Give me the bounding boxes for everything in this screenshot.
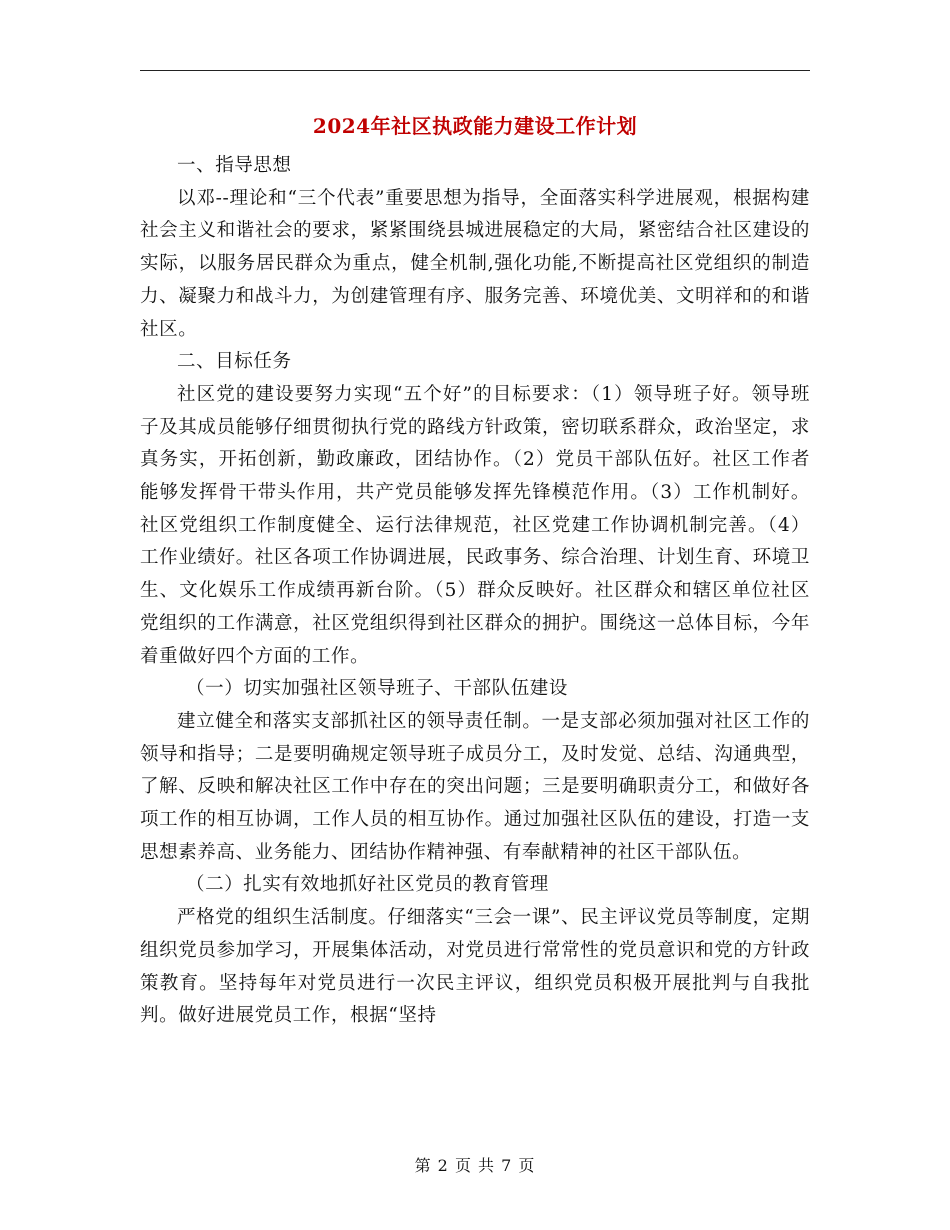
section-heading: 二、目标任务 — [177, 351, 292, 373]
page-footer: 第 2 页 共 7 页 — [414, 1156, 536, 1175]
section-heading: 一、指导思想 — [177, 155, 292, 176]
body-paragraph: 社区党的建设要努力实现“五个好”的目标要求：（1）领导班子好。领导班子及其成员能够仔细贯彻执行党的路线方针政策，密切联系群众，政治坚定，求真务实，开拓创新，勤政廉政，团结协作。（2）党员干部队伍好。社区工作者能够发挥骨干带头作用，共产党员能够发挥先锋模范作用。（3）工作机制好。社区党组织工作制度健全、运行法律规范，社区党建工作协调机制完善。（4）工作业绩好。社区各项工作协调进展，民政事务、综合治理、计划生育、环境卫生、文化娱乐工作成绩再新台阶。（5）群众反映好。社区群众和辖区单位社区党组织的工作满意，社区党组织得到社区群众的拥护。围绕这一总体目标，今年着重做好四个方面的工作。 — [140, 383, 810, 667]
body-paragraph: 建立健全和落实支部抓社区的领导责任制。一是支部必须加强对社区工作的领导和指导；二是要明确规定领导班子成员分工，及时发觉、总结、沟通典型，了解、反映和解决社区工作中存在的突出问题；三是要明确职责分工，和做好各项工作的相互协调，工作人员的相互协作。通过加强社区队伍的建设，打造一支思想素养高、业务能力、团结协作精神强、有奉献精神的社区干部队伍。 — [140, 710, 810, 863]
page-title: 2024年社区执政能力建设工作计划 — [312, 114, 638, 138]
header-rule — [140, 70, 810, 71]
body-paragraph: 严格党的组织生活制度。仔细落实“三会一课”、民主评议党员等制度，定期组织党员参加学习，开展集体活动，对党员进行常常性的党员意识和党的方针政策教育。坚持每年对党员进行一次民主评议，组织党员积极开展批判与自我批判。做好进展党员工作，根据“坚持 — [140, 907, 810, 1027]
body-paragraph: 以邓--理论和“三个代表”重要思想为指导，全面落实科学进展观，根据构建社会主义和谐社会的要求，紧紧围绕县城进展稳定的大局，紧密结合社区建设的实际，以服务居民群众为重点，健全机制,强化功能,不断提高社区党组织的制造力、凝聚力和战斗力，为创建管理有序、服务完善、环境优美、文明祥和的和谐社区。 — [140, 187, 810, 340]
subsection-heading: （一）切实加强社区领导班子、干部队伍建设 — [186, 678, 569, 700]
document-body — [140, 150, 810, 1033]
subsection-heading: （二）扎实有效地抓好社区党员的教育管理 — [186, 874, 549, 896]
